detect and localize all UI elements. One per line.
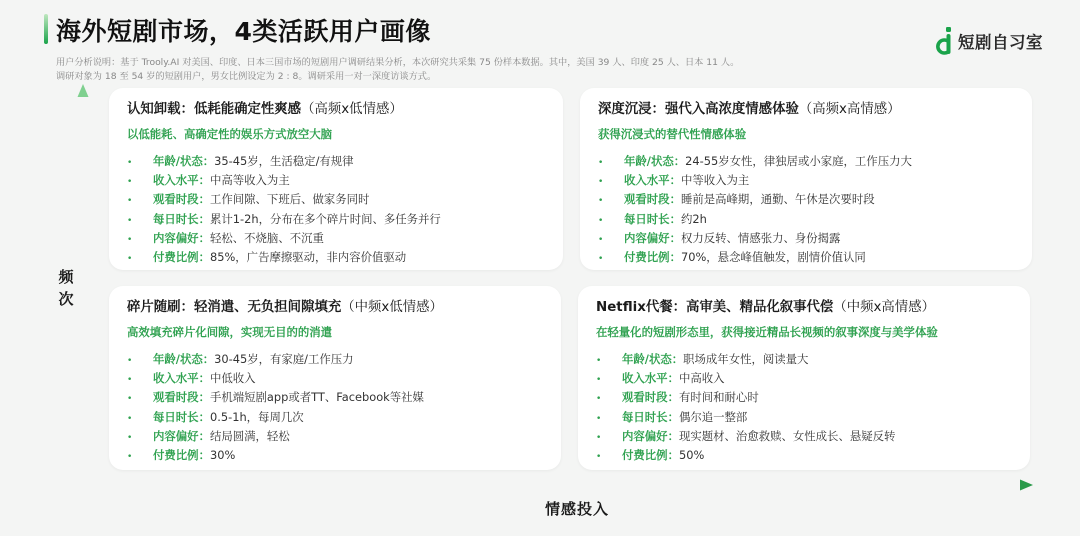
bullet-icon: • <box>598 177 604 188</box>
list-item: • 内容偏好： 权力反转、情感张力、身份揭露 <box>598 230 1014 249</box>
quadrant-card-deep-immersion <box>580 88 1032 270</box>
list-item: • 付费比例： 30% <box>127 447 543 466</box>
quadrant-card-cognitive-offload <box>109 88 563 270</box>
x-axis-arrow-icon <box>1020 480 1033 491</box>
list-item: • 内容偏好： 轻松、不烧脑、不沉重 <box>127 230 545 249</box>
bullet-icon: • <box>127 158 133 168</box>
brand-name: 短剧自习室 <box>958 33 1043 52</box>
list-item: • 付费比例： 70%，悬念峰值触发，剧情价值认同 <box>598 249 1014 268</box>
bullet-icon: • <box>598 234 604 245</box>
bullet-icon: • <box>598 215 604 226</box>
bullet-icon: • <box>127 375 133 386</box>
bullet-icon: • <box>127 413 133 424</box>
card-attribute-list <box>127 153 545 268</box>
list-item: • 付费比例： 85%，广告摩擦驱动，非内容价值驱动 <box>127 249 545 268</box>
list-item: • 年龄/状态： 35-45岁，生活稳定/有规律 <box>127 153 545 172</box>
card-attribute-list <box>598 153 1014 268</box>
card-title: 认知卸载：低耗能确定性爽感（高频x低情感） <box>127 102 403 117</box>
list-item: • 内容偏好： 现实题材、治愈救赎、女性成长、悬疑反转 <box>596 428 1012 447</box>
list-item: • 内容偏好： 结局圆满，轻松 <box>127 428 543 447</box>
bullet-icon: • <box>127 432 133 443</box>
bullet-icon: • <box>598 196 604 207</box>
list-item: • 收入水平： 中高收入 <box>596 370 1012 389</box>
card-title: 深度沉浸：强代入高浓度情感体验（高频x高情感） <box>598 102 901 117</box>
card-attribute-list <box>596 351 1012 466</box>
card-tagline: 高效填充碎片化间隙，实现无目的的消遣 <box>127 325 333 339</box>
bullet-icon: • <box>596 375 602 386</box>
x-axis-label: 情感投入 <box>545 500 610 518</box>
list-item: • 每日时长： 0.5-1h，每周几次 <box>127 409 543 428</box>
quadrant-card-fragment-scrolling <box>109 286 561 470</box>
bullet-icon: • <box>596 413 602 424</box>
list-item: • 收入水平： 中等收入为主 <box>598 172 1014 191</box>
bullet-icon: • <box>127 234 133 245</box>
list-item: • 付费比例： 50% <box>596 447 1012 466</box>
list-item: • 年龄/状态： 职场成年女性，阅读量大 <box>596 351 1012 370</box>
y-axis-label: 频次 <box>58 268 74 308</box>
bullet-icon: • <box>127 394 133 405</box>
list-item: • 年龄/状态： 30-45岁，有家庭/工作压力 <box>127 351 543 370</box>
bullet-icon: • <box>596 452 602 463</box>
bullet-icon: • <box>127 177 133 188</box>
bullet-icon: • <box>598 158 604 168</box>
bullet-icon: • <box>127 452 133 463</box>
bullet-icon: • <box>596 432 602 443</box>
bullet-icon: • <box>127 356 133 366</box>
page-title: 海外短剧市场，4类活跃用户画像 <box>56 17 431 46</box>
card-tagline: 以低能耗、高确定性的娱乐方式放空大脑 <box>127 127 333 141</box>
bullet-icon: • <box>127 196 133 207</box>
card-tagline: 获得沉浸式的替代性情感体验 <box>598 127 747 141</box>
list-item: • 观看时段： 工作间隙、下班后、做家务同时 <box>127 191 545 210</box>
card-title: 碎片随刷：轻消遣、无负担间隙填充（中频x低情感） <box>127 300 443 315</box>
list-item: • 观看时段： 睡前是高峰期，通勤、午休是次要时段 <box>598 191 1014 210</box>
list-item: • 观看时段： 手机端短剧app或者TT、Facebook等社媒 <box>127 389 543 408</box>
quadrant-card-netflix-substitute <box>578 286 1030 470</box>
card-attribute-list <box>127 351 543 466</box>
y-axis-arrow-icon <box>78 84 89 97</box>
bullet-icon: • <box>598 254 604 265</box>
list-item: • 收入水平： 中高等收入为主 <box>127 172 545 191</box>
list-item: • 收入水平： 中低收入 <box>127 370 543 389</box>
analysis-note-line-2: 调研对象为 18 至 54 岁的短剧用户，男女比例设定为 2 : 8。调研采用一对一深度访谈方式。 <box>56 71 437 82</box>
list-item: • 每日时长： 偶尔追一整部 <box>596 409 1012 428</box>
list-item: • 每日时长： 约2h <box>598 211 1014 230</box>
card-tagline: 在轻量化的短剧形态里，获得接近精品长视频的叙事深度与美学体验 <box>596 325 938 339</box>
list-item: • 每日时长： 累计1-2h，分布在多个碎片时间、多任务并行 <box>127 211 545 230</box>
bullet-icon: • <box>127 254 133 265</box>
list-item: • 年龄/状态： 24-55岁女性，律独居或小家庭，工作压力大 <box>598 153 1014 172</box>
analysis-note-line-1: 用户分析说明：基于 Trooly.AI 对美国、印度、日本三国市场的短剧用户调研结果分析，本次研究共采集 75 份样本数据。其中，美国 39 人、印度 25 人、日本 11 人。 <box>56 57 740 68</box>
bullet-icon: • <box>596 394 602 405</box>
bullet-icon: • <box>596 356 602 366</box>
list-item: • 观看时段： 有时间和耐心时 <box>596 389 1012 408</box>
bullet-icon: • <box>127 215 133 226</box>
card-title: Netflix代餐：高审美、精品化叙事代偿（中频x高情感） <box>596 300 935 315</box>
